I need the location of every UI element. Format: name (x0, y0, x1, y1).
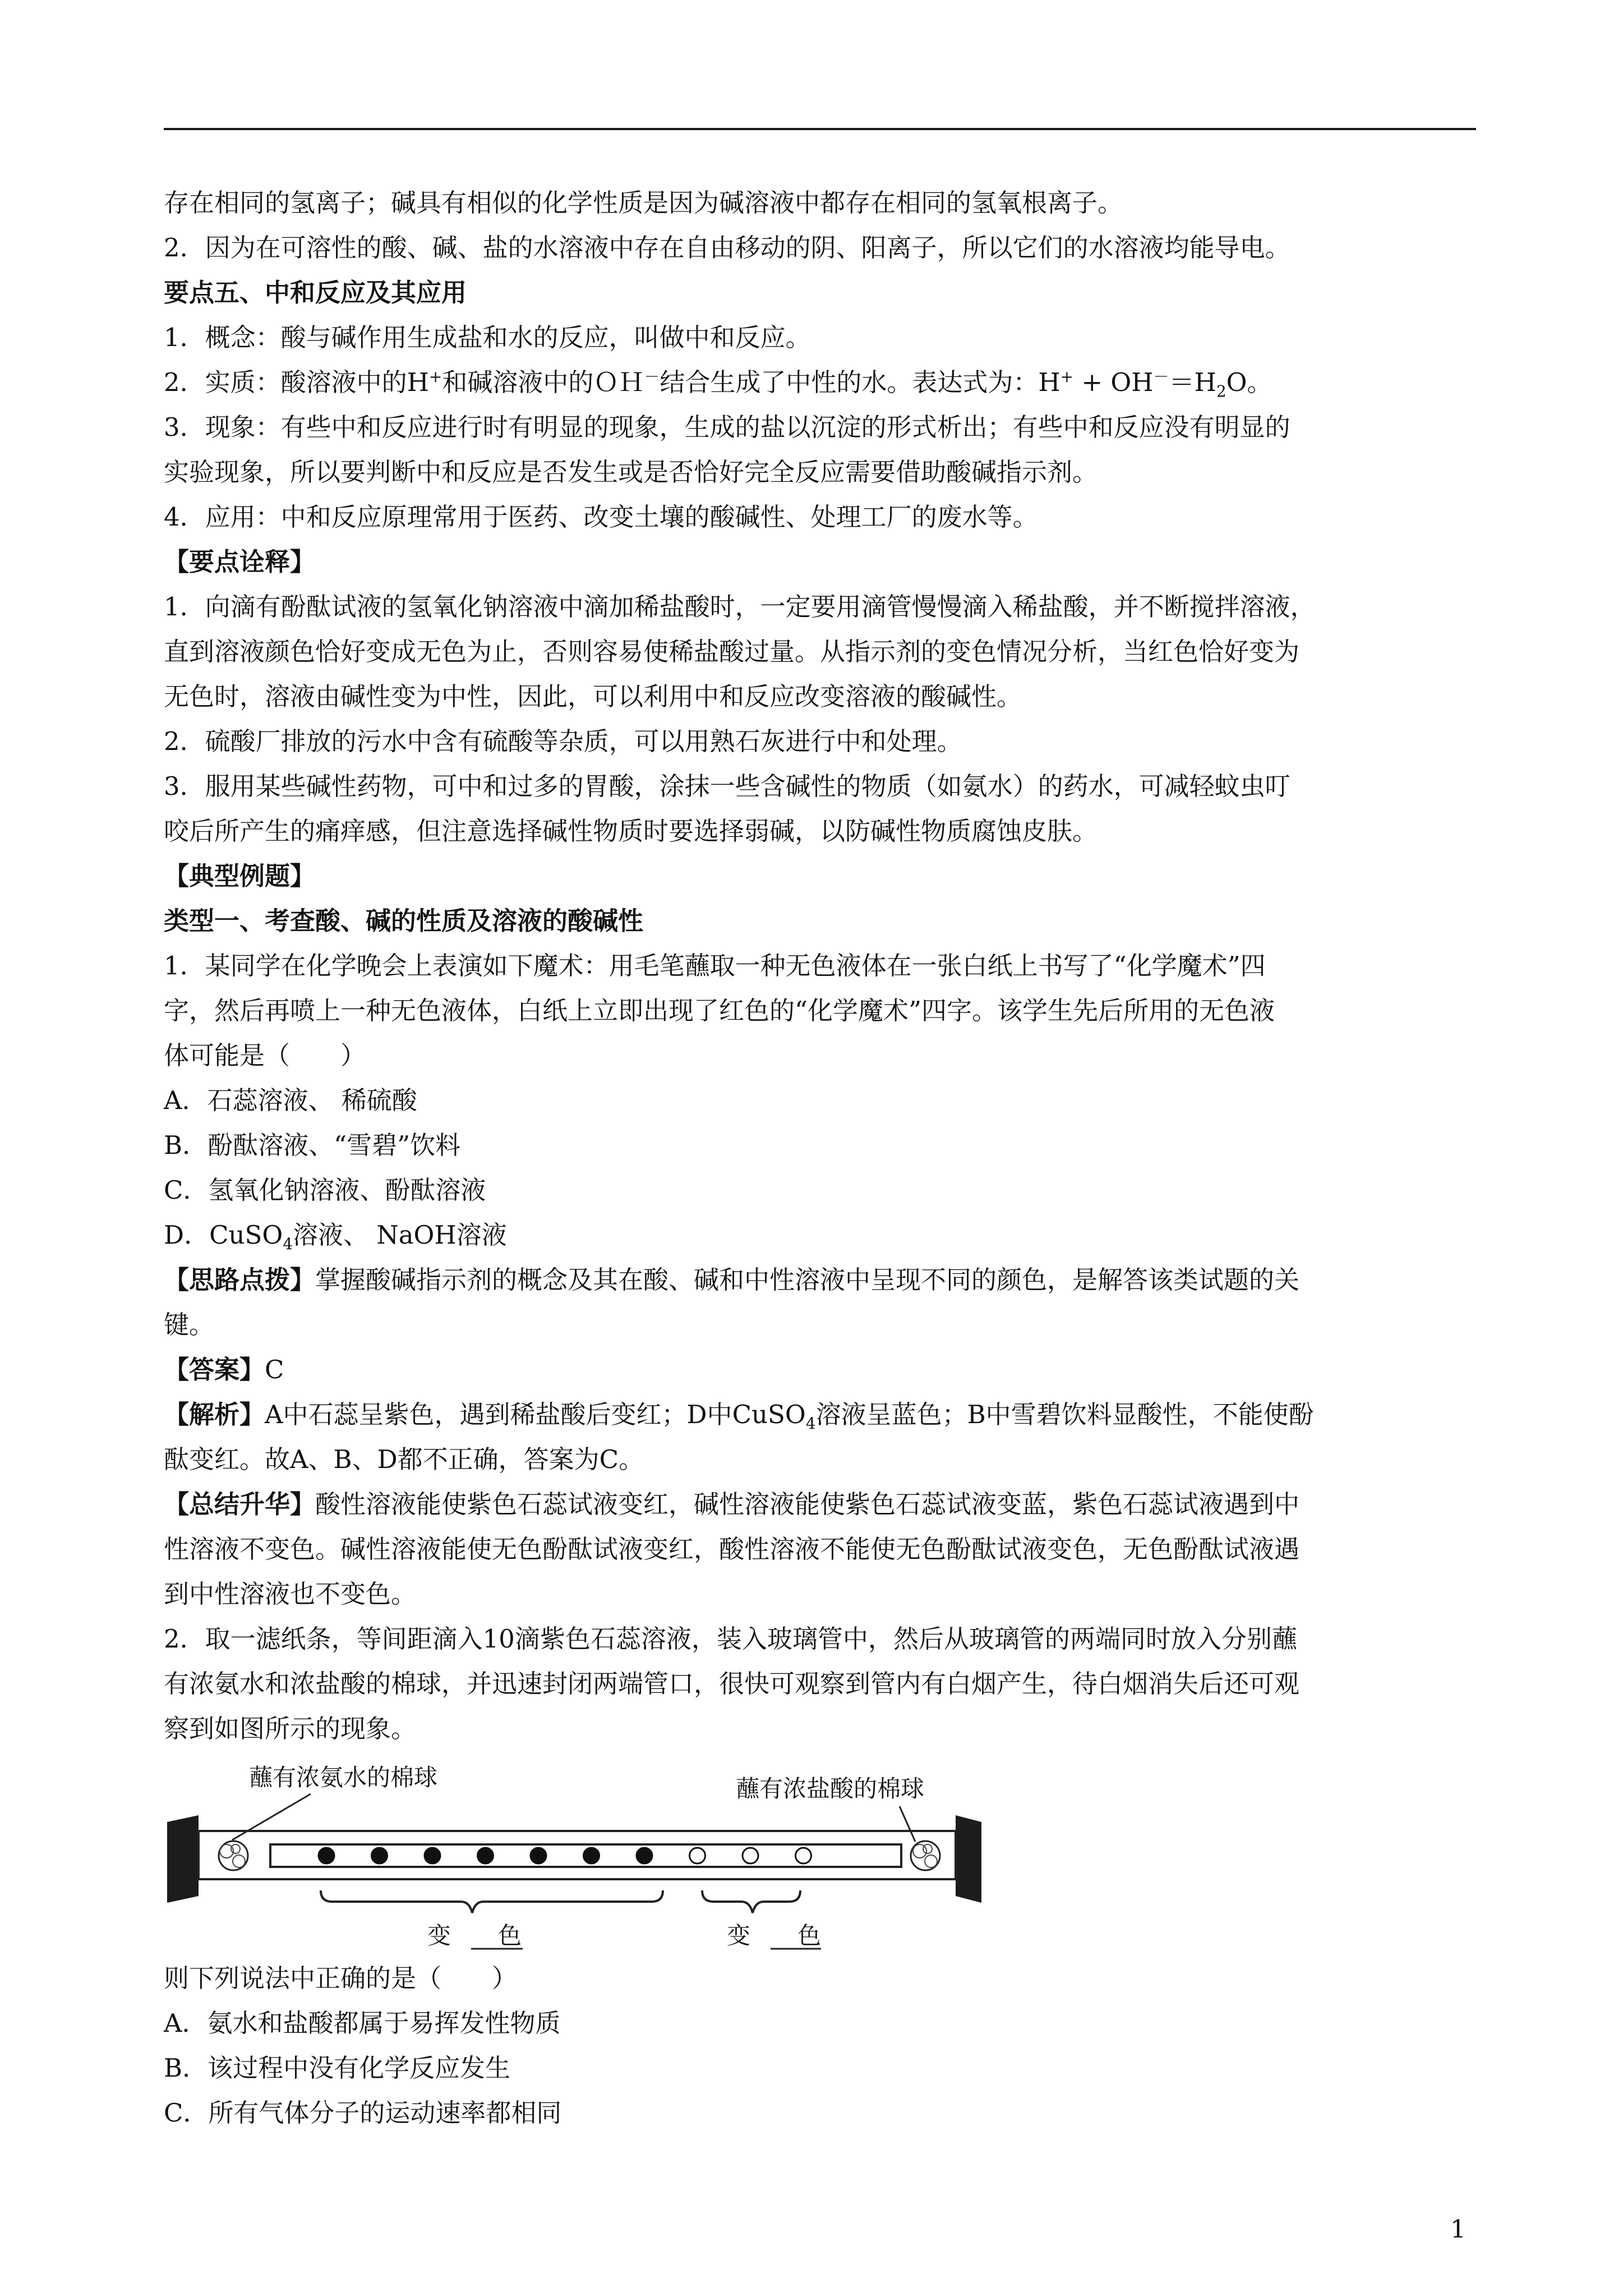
caption-left-color-change: 变 色 (427, 1922, 522, 1949)
litmus-dots (319, 1848, 811, 1864)
text-line: 2．硫酸厂排放的污水中含有硫酸等杂质，可以用熟石灰进行中和处理。 (164, 726, 962, 756)
document-body (164, 181, 1476, 2136)
question-line: 体可能是（ ） (164, 1041, 366, 1070)
litmus-dot-changed (637, 1848, 652, 1864)
analysis-line: 【解析】A中石蕊呈紫色，遇到稀盐酸后变红；D中CuSO$_4$溶液呈蓝色；B中雪碧饮料显酸性，不能使酚 (164, 1400, 1314, 1433)
right-leader-line (900, 1806, 915, 1842)
option-a: A．石蕊溶液、 稀硫酸 (164, 1085, 417, 1115)
litmus-dot-changed (372, 1848, 388, 1864)
section-heading: 【要点诠释】 (164, 547, 316, 577)
summary-line: 【总结升华】酸性溶液能使紫色石蕊试液变红，碱性溶液能使紫色石蕊试液变蓝，紫色石蕊试液遇到中 (164, 1489, 1300, 1519)
litmus-dot-changed (531, 1848, 546, 1864)
caption-right-color-change: 变 色 (727, 1922, 822, 1949)
text-line: 实验现象，所以要判断中和反应是否发生或是否恰好完全反应需要借助酸碱指示剂。 (164, 457, 1098, 487)
left-cotton-ball (219, 1841, 248, 1870)
answer-line: 【答案】C (164, 1355, 284, 1384)
option-d: D．CuSO$_4$溶液、 NaOH溶液 (164, 1220, 507, 1253)
text-line: 1．概念：酸与碱作用生成盐和水的反应，叫做中和反应。 (164, 323, 811, 352)
section-heading: 类型一、考查酸、碱的性质及溶液的酸碱性 (164, 906, 644, 936)
question-line: 1．某同学在化学晚会上表演如下魔术：用毛笔蘸取一种无色液体在一张白纸上书写了“化学魔术”四 (164, 951, 1266, 981)
right-stopper (956, 1815, 981, 1903)
glass-tube-figure (164, 1755, 1476, 1954)
option-c: C．氢氧化钠溶液、酚酞溶液 (164, 1175, 486, 1205)
litmus-dot-changed (584, 1848, 600, 1864)
left-brace (321, 1890, 663, 1913)
text-line: 存在相同的氢离子；碱具有相似的化学性质是因为碱溶液中都存在相同的氢氧根离子。 (164, 188, 1123, 218)
text-line: 3．服用某些碱性药物，可中和过多的胃酸，涂抹一些含碱性的物质（如氨水）的药水，可减轻蚊虫叮 (164, 771, 1290, 801)
analysis-line: 酞变红。故A、B、D都不正确，答案为C。 (164, 1444, 644, 1474)
glass-tube (199, 1831, 956, 1879)
text-line: 无色时，溶液由碱性变为中性，因此，可以利用中和反应改变溶液的酸碱性。 (164, 682, 1022, 711)
option-a: A．氨水和盐酸都属于易挥发性物质 (164, 2008, 561, 2038)
label-hcl-cotton: 蘸有浓盐酸的棉球 (736, 1775, 925, 1802)
question-line: 2．取一滤纸条，等间距滴入10滴紫色石蕊溶液，装入玻璃管中，然后从玻璃管的两端同时放入分别蘸 (164, 1624, 1297, 1654)
hint-line: 【思路点拨】掌握酸碱指示剂的概念及其在酸、碱和中性溶液中呈现不同的颜色，是解答该类试题的关 (164, 1265, 1300, 1295)
text-line: 3．现象：有些中和反应进行时有明显的现象，生成的盐以沉淀的形式析出；有些中和反应没有明显的 (164, 412, 1290, 442)
litmus-dot-changed (425, 1848, 440, 1864)
right-cotton-ball (911, 1841, 940, 1870)
hint-line: 键。 (164, 1310, 215, 1340)
header-rule (164, 128, 1476, 130)
question-line: 有浓氨水和浓盐酸的棉球，并迅速封闭两端管口，很快可观察到管内有白烟产生，待白烟消失后还可观 (164, 1669, 1300, 1699)
summary-line: 性溶液不变色。碱性溶液能使无色酚酞试液变红，酸性溶液不能使无色酚酞试液变色，无色酚酞试液遇 (164, 1534, 1300, 1564)
text-line: 1．向滴有酚酞试液的氢氧化钠溶液中滴加稀盐酸时，一定要用滴管慢慢滴入稀盐酸，并不断搅拌溶液， (164, 592, 1316, 622)
left-stopper (167, 1815, 199, 1903)
litmus-dot-changed (478, 1848, 494, 1864)
option-b: B．酚酞溶液、“雪碧”饮料 (164, 1130, 461, 1160)
question-line: 察到如图所示的现象。 (164, 1714, 417, 1743)
text-line-essence: 2．实质：酸溶液中的H+和碱溶液中的ＯＨ－结合生成了中性的水。表达式为：$H^+ + OH^-=H_2O$。 (164, 367, 1272, 401)
text-line: 咬后所产生的痛痒感，但注意选择碱性物质时要选择弱碱，以防碱性物质腐蚀皮肤。 (164, 816, 1098, 846)
question-line: 字，然后再喷上一种无色液体，白纸上立即出现了红色的“化学魔术”四字。该学生先后所用的无色液 (164, 996, 1275, 1025)
text-line: 4．应用：中和反应原理常用于医药、改变土壤的酸碱性、处理工厂的废水等。 (164, 502, 1038, 532)
label-ammonia-cotton: 蘸有浓氨水的棉球 (249, 1764, 438, 1791)
litmus-dot-changed (319, 1848, 334, 1864)
right-brace (702, 1890, 800, 1913)
question-line: 则下列说法中正确的是（ ） (164, 1963, 518, 1993)
page-number: 1 (1450, 2215, 1466, 2244)
litmus-dot-unchanged (796, 1848, 811, 1864)
option-c: C．所有气体分子的运动速率都相同 (164, 2098, 562, 2128)
text-line: 直到溶液颜色恰好变成无色为止，否则容易使稀盐酸过量。从指示剂的变色情况分析，当红色恰好变为 (164, 637, 1300, 666)
section-heading: 【典型例题】 (164, 861, 316, 891)
left-leader-line (232, 1794, 311, 1840)
text-line: 2．因为在可溶性的酸、碱、盐的水溶液中存在自由移动的阴、阳离子，所以它们的水溶液均能导电。 (164, 233, 1290, 263)
summary-line: 到中性溶液也不变色。 (164, 1579, 417, 1609)
litmus-dot-unchanged (690, 1848, 706, 1864)
section-heading: 要点五、中和反应及其应用 (164, 278, 467, 307)
litmus-dot-unchanged (743, 1848, 758, 1864)
option-b: B．该过程中没有化学反应发生 (164, 2053, 511, 2083)
